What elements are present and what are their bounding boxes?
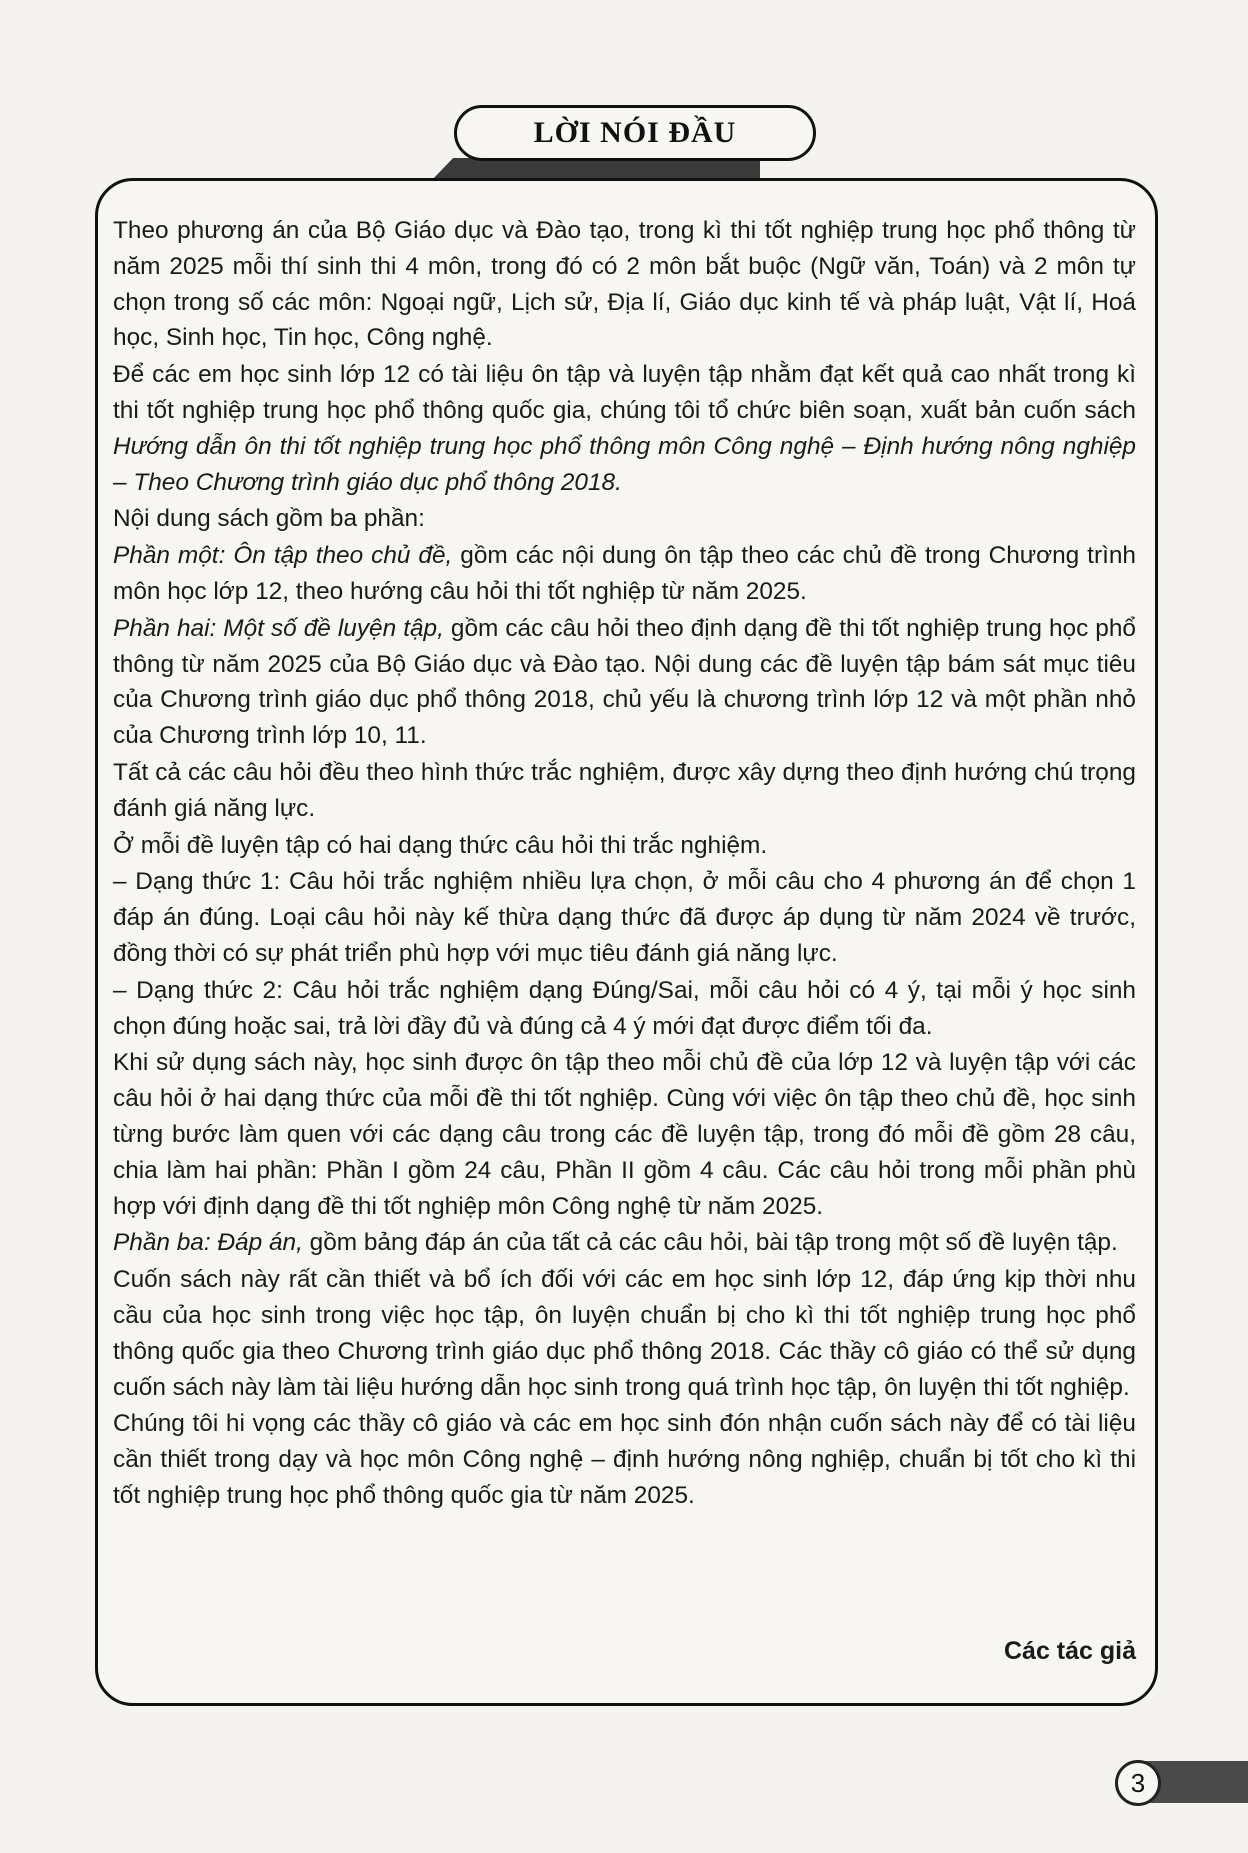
paragraph-format-1: – Dạng thức 1: Câu hỏi trắc nghiệm nhiều lựa chọn, ở mỗi câu cho 4 phương án để chọn 1 đáp án đúng. Loại câu hỏi này kế thừa dạng thức đã được áp dụng từ năm 2024 về trước, đồng thời có sự phát triển phù hợp với mục tiêu đánh giá năng lực. (113, 868, 1136, 967)
paragraph-10: Khi sử dụng sách này, học sinh được ôn tập theo mỗi chủ đề của lớp 12 và luyện tập với các câu hỏi ở hai dạng thức của mỗi đề thi tốt nghiệp. Cùng với việc ôn tập theo chủ đề, học sinh từng bước làm quen với các dạng câu trong các đề luyện tập, trong đó mỗi đề gồm 28 câu, chia làm hai phần: Phần I gồm 24 câu, Phần II gồm 4 câu. Các câu hỏi trong mỗi phần phù hợp với định dạng đề thi tốt nghiệp môn Công nghệ từ năm 2025. (113, 1049, 1136, 1220)
signature: Các tác giả (1003, 1637, 1136, 1665)
paragraph-part-three: Phần ba: Đáp án, gồm bảng đáp án của tất cả các câu hỏi, bài tập trong một số đề luyện tập. (113, 1229, 1118, 1257)
page-title: LỜI NÓI ĐẦU (533, 116, 737, 149)
paragraph-12: Cuốn sách này rất cần thiết và bổ ích đối với các em học sinh lớp 12, đáp ứng kịp thời nhu cầu của học sinh trong việc học tập, ôn luyện chuẩn bị cho kì thi tốt nghiệp trung học phổ thông quốc gia theo Chương trình giáo dục phổ thông 2018. Các thầy cô giáo có thể sử dụng cuốn sách này làm tài liệu hướng dẫn học sinh trong quá trình học tập, ôn luyện thi tốt nghiệp. (113, 1266, 1136, 1401)
paragraph-2: Để các em học sinh lớp 12 có tài liệu ôn tập và luyện tập nhằm đạt kết quả cao nhất trong kì thi tốt nghiệp trung học phổ thông quốc gia, chúng tôi tổ chức biên soạn, xuất bản cuốn sách Hướng dẫn ôn thi tốt nghiệp trung học phổ thông môn Công nghệ – Định hướng nông nghiệp – Theo Chương trình giáo dục phổ thông 2018. (113, 361, 1136, 496)
paragraph-3: Nội dung sách gồm ba phần: (113, 505, 425, 533)
title-banner (454, 105, 816, 161)
paragraph-part-two: Phần hai: Một số đề luyện tập, gồm các câu hỏi theo định dạng đề thi tốt nghiệp trung học phổ thông từ năm 2025 của Bộ Giáo dục và Đào tạo. Nội dung các đề luyện tập bám sát mục tiêu của Chương trình giáo dục phổ thông 2018, chủ yếu là chương trình lớp 12 và một phần nhỏ của Chương trình lớp 10, 11. (113, 614, 1136, 750)
paragraph-part-one: Phần một: Ôn tập theo chủ đề, gồm các nội dung ôn tập theo các chủ đề trong Chương trình môn học lớp 12, theo hướng câu hỏi thi tốt nghiệp từ năm 2025. (113, 542, 1136, 605)
paragraph-6: Tất cả các câu hỏi đều theo hình thức trắc nghiệm, được xây dựng theo định hướng chú trọng đánh giá năng lực. (113, 758, 1136, 822)
paragraph-format-2: – Dạng thức 2: Câu hỏi trắc nghiệm dạng Đúng/Sai, mỗi câu hỏi có 4 ý, tại mỗi ý học sinh chọn đúng hoặc sai, trả lời đầy đủ và đúng cả 4 ý mới đạt được điểm tối đa. (113, 976, 1136, 1040)
paragraph-13: Chúng tôi hi vọng các thầy cô giáo và các em học sinh đón nhận cuốn sách này để có tài liệu cần thiết trong dạy và học môn Công nghệ – định hướng nông nghiệp, chuẩn bị tốt cho kì thi tốt nghiệp trung học phổ thông quốc gia từ năm 2025. (113, 1410, 1136, 1509)
preface-body (113, 213, 1136, 1514)
book-title: Hướng dẫn ôn thi tốt nghiệp trung học phổ thông môn Công nghệ – Định hướng nông nghiệp – Theo Chương trình giáo dục phổ thông 2018. (113, 432, 1136, 496)
paragraph-1: Theo phương án của Bộ Giáo dục và Đào tạo, trong kì thi tốt nghiệp trung học phổ thông từ năm 2025 mỗi thí sinh thi 4 môn, trong đó có 2 môn bắt buộc (Ngữ văn, Toán) và 2 môn tự chọn trong số các môn: Ngoại ngữ, Lịch sử, Địa lí, Giáo dục kinh tế và pháp luật, Vật lí, Hoá học, Sinh học, Tin học, Công nghệ. (113, 217, 1136, 352)
page-number: 3 (1115, 1760, 1161, 1806)
paragraph-7: Ở mỗi đề luyện tập có hai dạng thức câu hỏi thi trắc nghiệm. (113, 831, 768, 859)
